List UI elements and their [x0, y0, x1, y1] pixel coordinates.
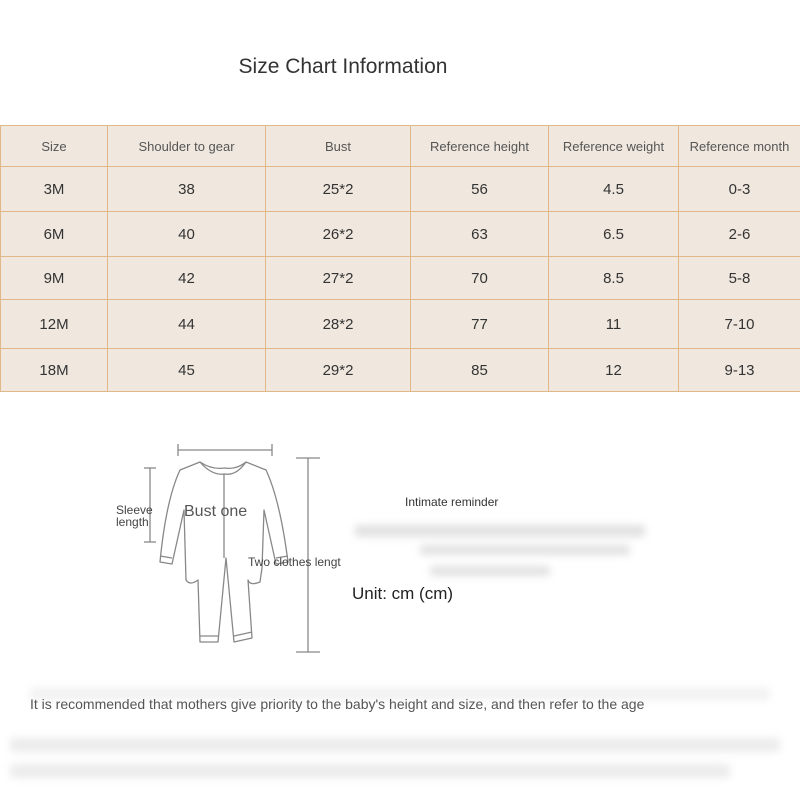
table-cell: 56 — [411, 167, 549, 212]
table-cell: 4.5 — [549, 167, 679, 212]
table-cell: 6M — [1, 212, 108, 257]
column-header: Reference month — [679, 126, 800, 167]
romper-outline-icon — [100, 430, 370, 670]
table-cell: 2-6 — [679, 212, 800, 257]
table-cell: 40 — [108, 212, 266, 257]
recommendation-text: It is recommended that mothers give priority to the baby's height and size, and then refer to the age — [30, 696, 645, 712]
column-header: Size — [1, 126, 108, 167]
table-cell: 7-10 — [679, 300, 800, 349]
table-row — [1, 300, 800, 349]
sleeve-length-label: Sleeve length — [116, 503, 153, 529]
clothes-length-label: Two clothes lengt — [248, 555, 341, 569]
table-cell: 12 — [549, 349, 679, 392]
table-cell: 9-13 — [679, 349, 800, 392]
table-cell: 25*2 — [266, 167, 411, 212]
table-row — [1, 212, 800, 257]
bust-label: Bust one — [184, 503, 248, 520]
unit-label: Unit: cm (cm) — [352, 584, 454, 603]
page-title: Size Chart Information — [238, 55, 448, 78]
column-header: Bust — [266, 126, 411, 167]
column-header: Reference weight — [549, 126, 679, 167]
table-cell: 18M — [1, 349, 108, 392]
table-row — [1, 167, 800, 212]
table-cell: 26*2 — [266, 212, 411, 257]
table-cell: 0-3 — [679, 167, 800, 212]
table-cell: 77 — [411, 300, 549, 349]
blurred-text — [10, 764, 730, 778]
romper-diagram — [100, 430, 370, 670]
table-cell: 27*2 — [266, 257, 411, 300]
column-header: Shoulder to gear — [108, 126, 266, 167]
table-row — [1, 349, 800, 392]
table-cell: 42 — [108, 257, 266, 300]
table-cell: 45 — [108, 349, 266, 392]
blurred-text — [355, 525, 645, 537]
blurred-text — [10, 738, 780, 752]
blurred-text — [430, 566, 550, 576]
table-row — [1, 257, 800, 300]
table-cell: 28*2 — [266, 300, 411, 349]
table-cell: 9M — [1, 257, 108, 300]
intimate-reminder-heading: Intimate reminder — [405, 495, 499, 509]
table-cell: 70 — [411, 257, 549, 300]
table-cell: 44 — [108, 300, 266, 349]
column-header: Reference height — [411, 126, 549, 167]
table-cell: 5-8 — [679, 257, 800, 300]
table-cell: 38 — [108, 167, 266, 212]
table-cell: 63 — [411, 212, 549, 257]
table-cell: 11 — [549, 300, 679, 349]
table-cell: 3M — [1, 167, 108, 212]
size-chart-table — [0, 125, 800, 392]
table-cell: 85 — [411, 349, 549, 392]
blurred-text — [420, 545, 630, 555]
table-cell: 6.5 — [549, 212, 679, 257]
table-header-row — [1, 126, 800, 167]
table-cell: 29*2 — [266, 349, 411, 392]
table-cell: 8.5 — [549, 257, 679, 300]
table-cell: 12M — [1, 300, 108, 349]
